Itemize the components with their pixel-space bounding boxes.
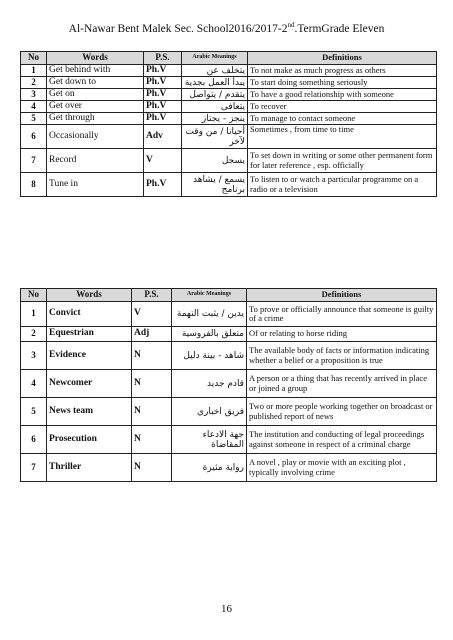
word: Thriller xyxy=(47,454,132,482)
word: Get down to xyxy=(47,77,144,89)
table-row xyxy=(21,398,437,426)
part-of-speech: Ph.V xyxy=(144,113,182,125)
part-of-speech: Ph.V xyxy=(144,101,182,113)
definition: To listen to or watch a particular programme on a radio or a television xyxy=(248,173,437,197)
part-of-speech: N xyxy=(132,454,172,482)
row-number: 7 xyxy=(21,454,47,482)
definition: Of or relating to horse riding xyxy=(247,327,437,342)
row-number: 2 xyxy=(21,77,47,89)
page-header xyxy=(0,21,453,35)
definition: To not make as much progress as others xyxy=(248,65,437,77)
arabic-meaning: قادم جديد xyxy=(172,370,247,398)
header-arabic: Arabic Meanings xyxy=(182,52,248,65)
table-row xyxy=(21,342,437,370)
row-number: 2 xyxy=(21,327,47,342)
part-of-speech: N xyxy=(132,398,172,426)
word: Equestrian xyxy=(47,327,132,342)
word: Get over xyxy=(47,101,144,113)
definition: To set down in writing or some other permanent form for later reference , esp. officially xyxy=(248,149,437,173)
header-words: Words xyxy=(47,52,144,65)
word: Tune in xyxy=(47,173,144,197)
arabic-meaning: رواية مثيرة xyxy=(172,454,247,482)
table-row xyxy=(21,65,437,77)
definition: To prove or officially announce that someone is guilty of a crime xyxy=(247,302,437,327)
header-ps: P.S. xyxy=(144,52,182,65)
part-of-speech: Ph.V xyxy=(144,173,182,197)
school-name: Al-Nawar Bent Malek Sec. School2016/2017-2 xyxy=(68,22,288,35)
arabic-meaning: متعلق بالفروسية xyxy=(172,327,247,342)
word: Convict xyxy=(47,302,132,327)
definition: Two or more people working together on broadcast or published report of news xyxy=(247,398,437,426)
definition: To manage to contact someone xyxy=(248,113,437,125)
arabic-meaning: أحيانا / من وقت لآخر xyxy=(182,125,248,149)
row-number: 4 xyxy=(21,370,47,398)
ordinal-suffix: nd xyxy=(287,21,295,29)
row-number: 3 xyxy=(21,89,47,101)
part-of-speech: Adj xyxy=(132,327,172,342)
part-of-speech: V xyxy=(132,302,172,327)
table-row xyxy=(21,173,437,197)
arabic-meaning: يسجل xyxy=(182,149,248,173)
row-number: 1 xyxy=(21,65,47,77)
word: Newcomer xyxy=(47,370,132,398)
table-header-row xyxy=(21,289,437,302)
arabic-meaning: شاهد - بينة دليل xyxy=(172,342,247,370)
header-ps: P.S. xyxy=(132,289,172,302)
row-number: 3 xyxy=(21,342,47,370)
table-row xyxy=(21,89,437,101)
header-no: No xyxy=(21,289,47,302)
table-header-row xyxy=(21,52,437,65)
header-words: Words xyxy=(47,289,132,302)
definition: To have a good relationship with someone xyxy=(248,89,437,101)
table-row xyxy=(21,302,437,327)
row-number: 7 xyxy=(21,149,47,173)
arabic-meaning: جهة الادعاء المقاضاة xyxy=(172,426,247,454)
arabic-meaning: يتقدم / يتواصل xyxy=(182,89,248,101)
word: Get behind with xyxy=(47,65,144,77)
part-of-speech: Ph.V xyxy=(144,65,182,77)
vocabulary-table-1 xyxy=(20,51,437,197)
arabic-meaning: ينجز - يجتاز xyxy=(182,113,248,125)
word: News team xyxy=(47,398,132,426)
table-row xyxy=(21,149,437,173)
table-row xyxy=(21,454,437,482)
row-number: 5 xyxy=(21,398,47,426)
vocabulary-table-2 xyxy=(20,288,437,482)
definition: To recover xyxy=(248,101,437,113)
definition: A person or a thing that has recently arrived in place or joined a group xyxy=(247,370,437,398)
arabic-meaning: فريق اخباري xyxy=(172,398,247,426)
table-row xyxy=(21,101,437,113)
table-row xyxy=(21,77,437,89)
header-no: No xyxy=(21,52,47,65)
definition: The available body of facts or information indicating whether a belief or a proposition is true xyxy=(247,342,437,370)
row-number: 4 xyxy=(21,101,47,113)
row-number: 5 xyxy=(21,113,47,125)
row-number: 6 xyxy=(21,426,47,454)
part-of-speech: V xyxy=(144,149,182,173)
arabic-meaning: يتعافى xyxy=(182,101,248,113)
table-row xyxy=(21,125,437,149)
arabic-meaning: يتخلف عن xyxy=(182,65,248,77)
word: Record xyxy=(47,149,144,173)
part-of-speech: Adv xyxy=(144,125,182,149)
row-number: 1 xyxy=(21,302,47,327)
definition: The institution and conducting of legal proceedings against someone in respect of a criminal charge xyxy=(247,426,437,454)
row-number: 6 xyxy=(21,125,47,149)
definition: Sometimes , from time to time xyxy=(248,125,437,149)
arabic-meaning: يدين / يثبت التهمة xyxy=(172,302,247,327)
word: Prosecution xyxy=(47,426,132,454)
word: Get through xyxy=(47,113,144,125)
definition: A novel , play or movie with an exciting plot , typically involving crime xyxy=(247,454,437,482)
word: Evidence xyxy=(47,342,132,370)
arabic-meaning: يسمع / يشاهد برنامج xyxy=(182,173,248,197)
header-arabic: Arabic Meanings xyxy=(172,289,247,302)
part-of-speech: N xyxy=(132,426,172,454)
header-definitions: Definitions xyxy=(247,289,437,302)
part-of-speech: N xyxy=(132,342,172,370)
definition: To start doing something seriously xyxy=(248,77,437,89)
part-of-speech: N xyxy=(132,370,172,398)
table-row xyxy=(21,113,437,125)
page-number: 16 xyxy=(221,603,232,615)
arabic-meaning: يبدأ العمل بجدية xyxy=(182,77,248,89)
term-grade: .TermGrade Eleven xyxy=(294,22,385,35)
row-number: 8 xyxy=(21,173,47,197)
word: Get on xyxy=(47,89,144,101)
word: Occasionally xyxy=(47,125,144,149)
part-of-speech: Ph.V xyxy=(144,89,182,101)
table-row xyxy=(21,426,437,454)
header-definitions: Definitions xyxy=(248,52,437,65)
table-row xyxy=(21,370,437,398)
table-row xyxy=(21,327,437,342)
part-of-speech: Ph.V xyxy=(144,77,182,89)
